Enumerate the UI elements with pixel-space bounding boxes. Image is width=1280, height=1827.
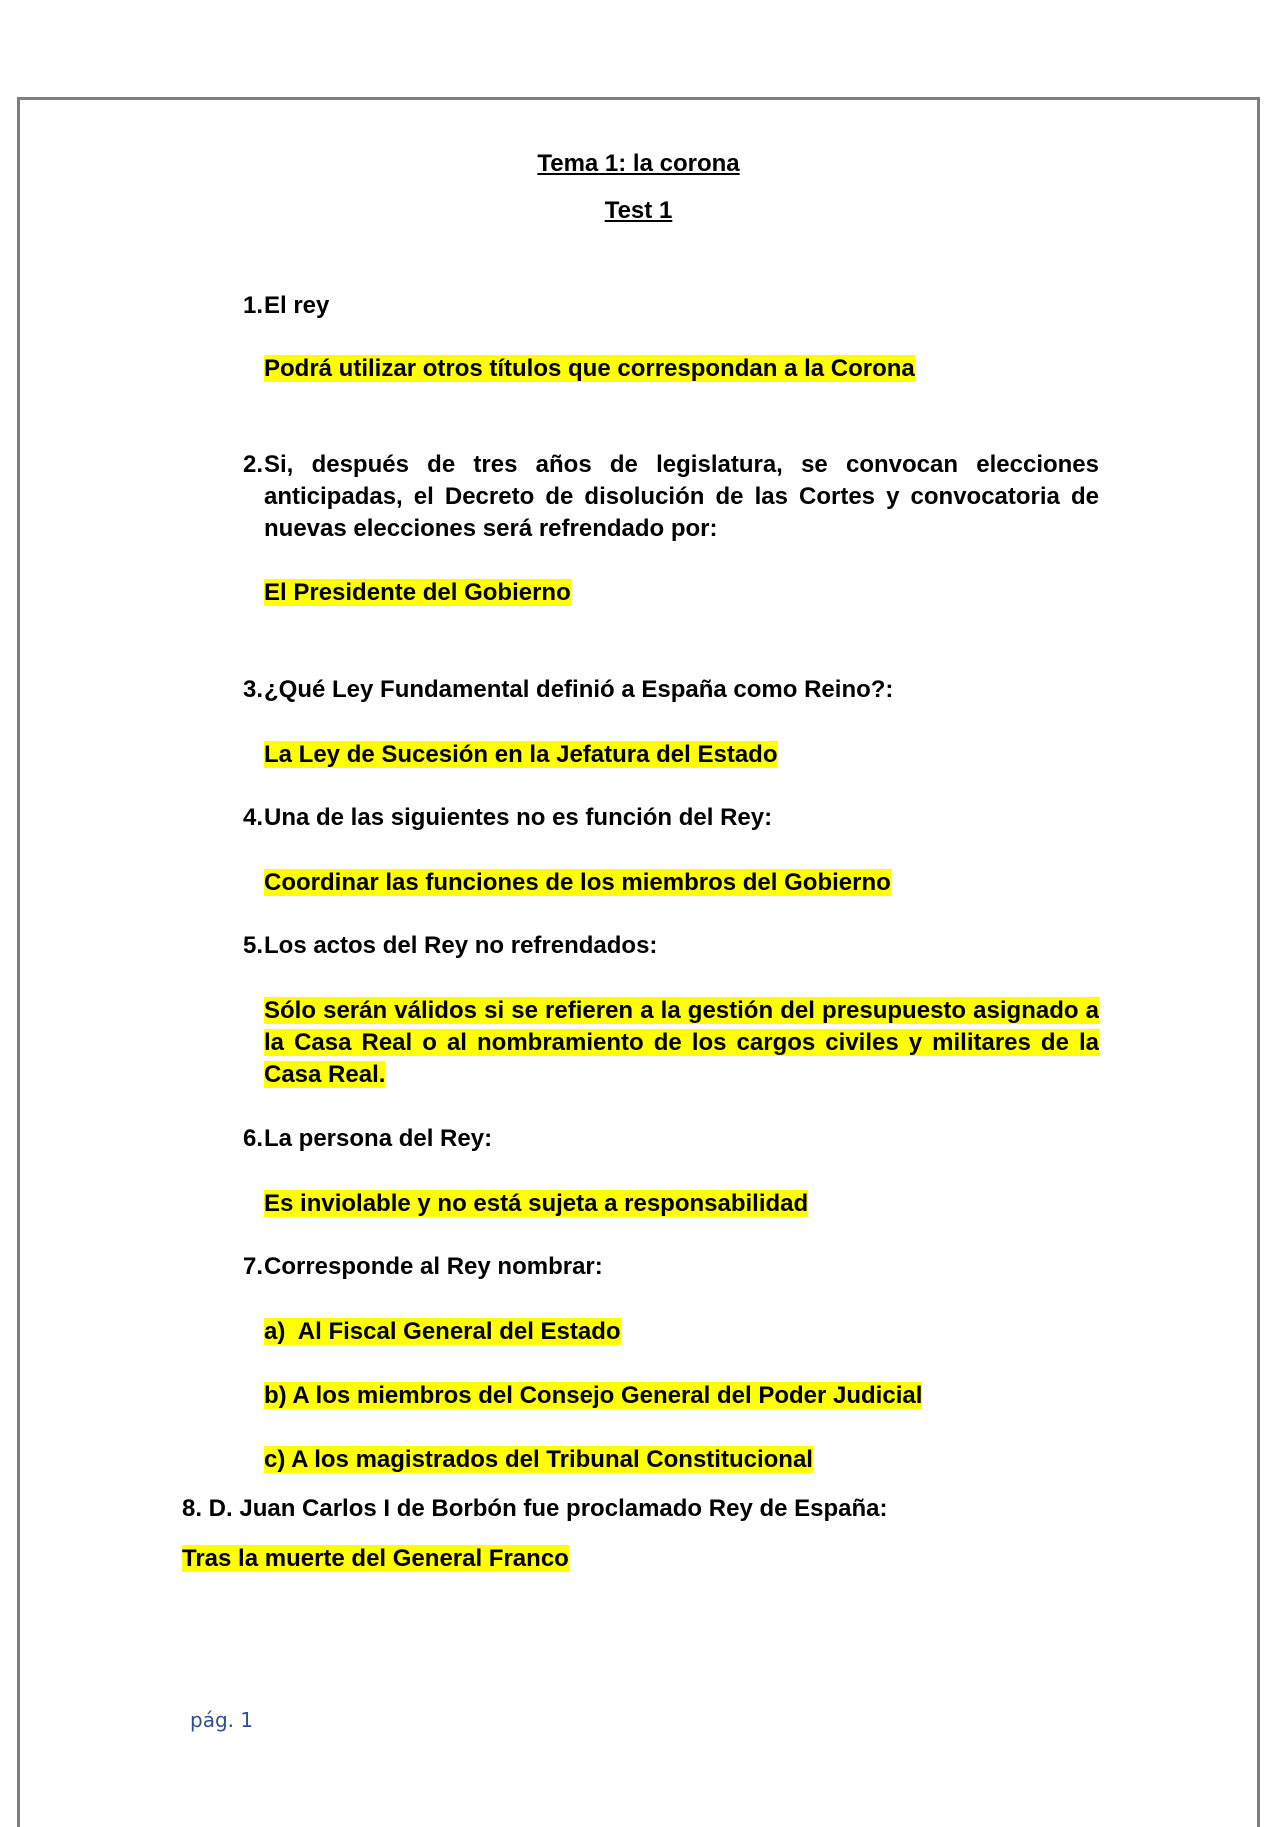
answer-option-c bbox=[264, 1444, 1099, 1476]
highlighted-answer: c) A los magistrados del Tribunal Constitucional bbox=[264, 1446, 813, 1473]
question-number: 4. bbox=[242, 804, 263, 831]
answer-option-a bbox=[264, 1316, 1099, 1348]
question-number: 7. bbox=[242, 1253, 263, 1280]
highlighted-answer: Coordinar las funciones de los miembros del Gobierno bbox=[264, 869, 891, 896]
question-text: El rey bbox=[264, 292, 330, 319]
question-number: 5. bbox=[242, 932, 263, 959]
answer bbox=[264, 353, 1099, 385]
highlighted-answer: El Presidente del Gobierno bbox=[264, 579, 571, 606]
question-number: 3. bbox=[242, 676, 263, 703]
highlighted-answer: a) Al Fiscal General del Estado bbox=[264, 1318, 621, 1345]
document-subtitle: Test 1 bbox=[604, 197, 673, 224]
answer bbox=[264, 577, 1099, 609]
highlighted-answer: La Ley de Sucesión en la Jefatura del Estado bbox=[264, 741, 778, 768]
question-text: ¿Qué Ley Fundamental definió a España como Reino?: bbox=[264, 676, 894, 703]
question-text: Los actos del Rey no refrendados: bbox=[264, 932, 658, 959]
answer bbox=[264, 867, 1099, 899]
highlighted-answer: Es inviolable y no está sujeta a responsabilidad bbox=[264, 1190, 809, 1217]
question-number: 6. bbox=[242, 1125, 263, 1152]
page-number: pág. 1 bbox=[190, 1708, 254, 1732]
highlighted-answer: b) A los miembros del Consejo General del Poder Judicial bbox=[264, 1382, 923, 1409]
question-8-text: 8. D. Juan Carlos I de Borbón fue proclamado Rey de España: bbox=[182, 1495, 888, 1522]
highlighted-answer: Podrá utilizar otros títulos que correspondan a la Corona bbox=[264, 355, 915, 382]
answer bbox=[182, 1543, 569, 1575]
answer-option-b bbox=[264, 1380, 1099, 1412]
document-page bbox=[17, 97, 1260, 1827]
question-text: Una de las siguientes no es función del Rey: bbox=[264, 804, 773, 831]
question-text: La persona del Rey: bbox=[264, 1125, 493, 1152]
answer bbox=[264, 995, 1099, 1091]
question-number: 1. bbox=[242, 292, 263, 319]
question-text: Corresponde al Rey nombrar: bbox=[264, 1253, 603, 1280]
highlighted-answer: Tras la muerte del General Franco bbox=[182, 1545, 569, 1572]
answer bbox=[264, 739, 1099, 771]
question-text: Si, después de tres años de legislatura, se convocan elecciones anticipadas, el Decreto de disolución de las Cortes y convocatoria de nuevas elecciones será refrendado por: bbox=[264, 451, 1099, 542]
document-title: Tema 1: la corona bbox=[537, 150, 740, 177]
highlighted-answer: Sólo serán válidos si se refieren a la gestión del presupuesto asignado a la Casa Real o al nombramiento de los cargos civiles y militares de la Casa Real. bbox=[264, 997, 1099, 1088]
question-number: 2. bbox=[242, 451, 263, 478]
answer bbox=[264, 1188, 1099, 1220]
